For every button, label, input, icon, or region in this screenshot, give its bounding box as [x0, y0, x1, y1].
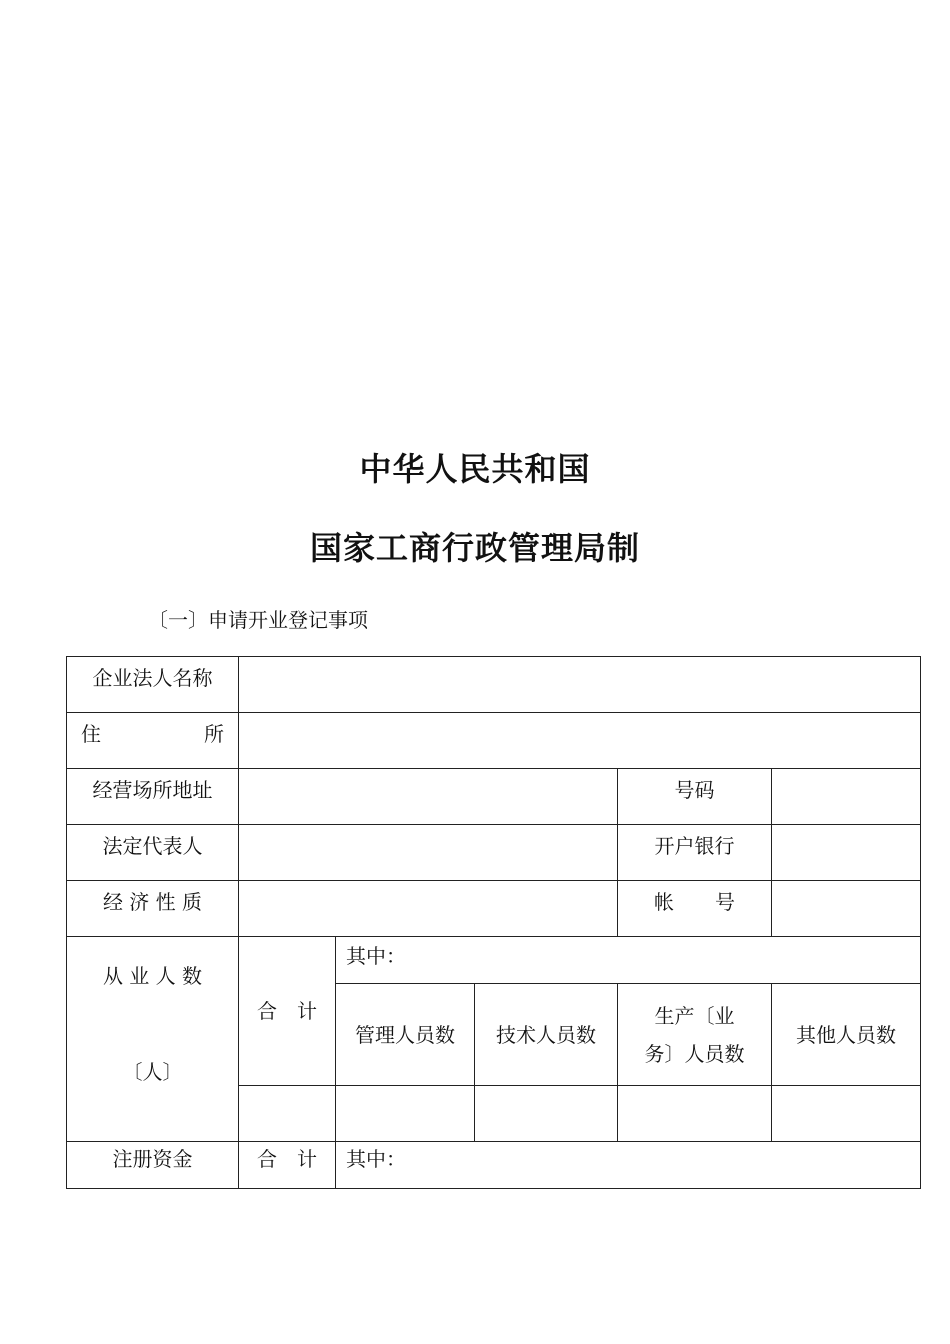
capital-label: 注册资金 — [67, 1142, 239, 1189]
business-address-field[interactable] — [239, 769, 618, 825]
account-field[interactable] — [772, 881, 921, 937]
legal-rep-field[interactable] — [239, 825, 618, 881]
row-economic-nature — [67, 881, 921, 937]
address-field[interactable] — [239, 713, 921, 769]
employees-of-which-label: 其中： — [336, 937, 921, 984]
nature-field[interactable] — [239, 881, 618, 937]
other-staff-label: 其他人员数 — [772, 984, 921, 1086]
nature-label: 经 济 性 质 — [67, 881, 239, 937]
capital-total-label: 合 计 — [239, 1142, 336, 1189]
prod-staff-label-line1: 生产〔业 — [654, 1003, 735, 1028]
row-legal-name — [67, 657, 921, 713]
document-title-issuer: 国家工商行政管理局制 — [309, 529, 640, 567]
account-label-left: 帐 — [654, 890, 674, 914]
section-title: 〔一〕申请开业登记事项 — [148, 608, 368, 632]
row-registered-capital — [67, 1142, 921, 1189]
legal-rep-label: 法定代表人 — [67, 825, 239, 881]
mgmt-staff-field[interactable] — [336, 1086, 475, 1142]
account-label — [618, 881, 772, 937]
row-business-address — [67, 769, 921, 825]
bank-label: 开户银行 — [618, 825, 772, 881]
row-employees-header — [67, 937, 921, 984]
row-address — [67, 713, 921, 769]
address-label-right: 所 — [204, 722, 224, 746]
address-label — [67, 713, 239, 769]
employees-label: 从 业 人 数 — [102, 964, 203, 988]
prod-staff-label-line2: 务〕人员数 — [644, 1041, 745, 1066]
employees-total-field[interactable] — [239, 1086, 336, 1142]
other-staff-field[interactable] — [772, 1086, 921, 1142]
phone-field[interactable] — [772, 769, 921, 825]
employees-label-cell — [67, 937, 239, 1142]
employees-total-label: 合 计 — [239, 937, 336, 1086]
document-title-country: 中华人民共和国 — [359, 450, 591, 488]
address-label-left: 住 — [81, 722, 101, 746]
legal-name-label: 企业法人名称 — [67, 657, 239, 713]
legal-name-field[interactable] — [239, 657, 921, 713]
bank-field[interactable] — [772, 825, 921, 881]
registration-form-table — [66, 656, 921, 1189]
row-legal-rep — [67, 825, 921, 881]
prod-staff-label — [618, 984, 772, 1086]
mgmt-staff-label: 管理人员数 — [336, 984, 475, 1086]
business-address-label: 经营场所地址 — [67, 769, 239, 825]
tech-staff-field[interactable] — [475, 1086, 618, 1142]
capital-of-which-label: 其中： — [336, 1142, 921, 1189]
phone-label: 号码 — [618, 769, 772, 825]
employees-unit: 〔人〕 — [122, 1060, 183, 1084]
account-label-right: 号 — [715, 890, 735, 914]
tech-staff-label: 技术人员数 — [475, 984, 618, 1086]
prod-staff-field[interactable] — [618, 1086, 772, 1142]
